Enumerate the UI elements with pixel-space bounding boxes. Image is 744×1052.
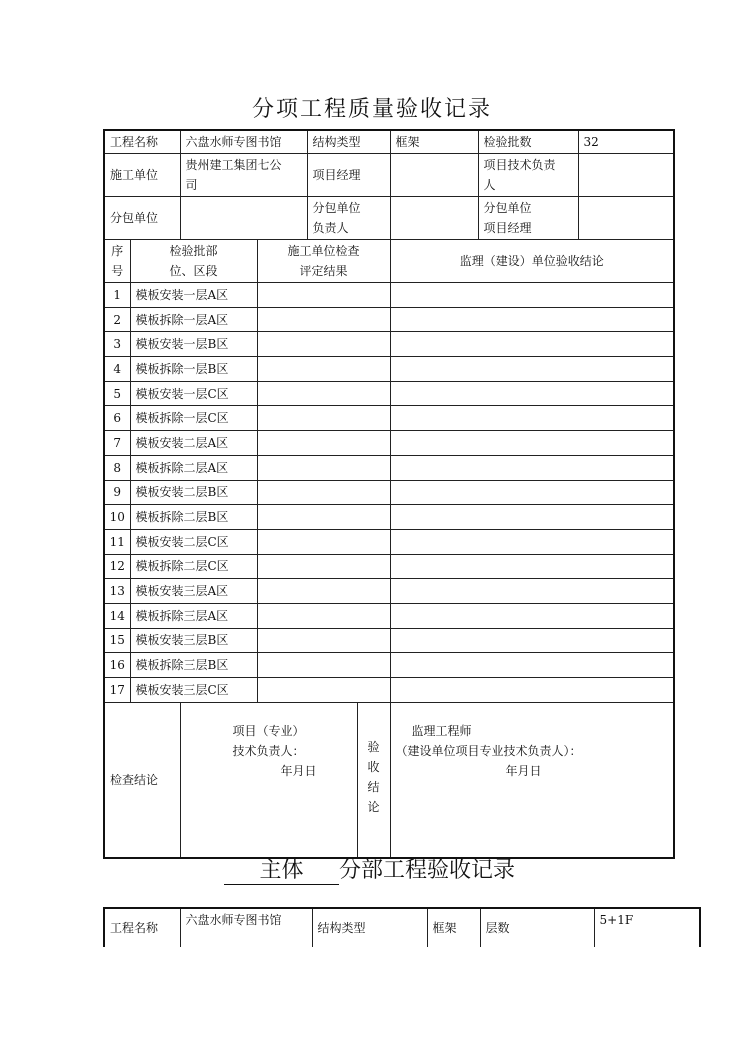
table-row (104, 529, 674, 554)
row-supervisor-conclusion (390, 603, 674, 628)
sub-project-name-value: 六盘水师专图书馆 (180, 908, 312, 947)
supervisor-sig-line1: 监理工程师 (411, 723, 472, 738)
sub-lead-label-line2: 负责人 (312, 221, 349, 235)
row-check-result (257, 678, 390, 703)
row-part: 模板安装二层A区 (130, 431, 257, 456)
check-conclusion-label: 检查结论 (104, 702, 180, 858)
row-supervisor-conclusion (390, 307, 674, 332)
table-row (104, 406, 674, 431)
col-part-line2: 位、区段 (169, 264, 218, 278)
row-part: 模板拆除二层B区 (130, 505, 257, 530)
row-supervisor-conclusion (390, 505, 674, 530)
contractor-signature-block (180, 702, 357, 858)
table-row (104, 455, 674, 480)
sub-lead-value (390, 197, 478, 240)
row-check-result (257, 431, 390, 456)
row-number: 12 (104, 554, 130, 579)
row-check-result (257, 480, 390, 505)
supervisor-date: 年月日 (505, 763, 542, 778)
row-number: 9 (104, 480, 130, 505)
table-row (104, 653, 674, 678)
row-check-result (257, 381, 390, 406)
row-number: 2 (104, 307, 130, 332)
project-name-value: 六盘水师专图书馆 (180, 130, 307, 154)
row-check-result (257, 283, 390, 308)
row-part: 模板安装二层C区 (130, 529, 257, 554)
table-row (104, 431, 674, 456)
inspection-rows (104, 283, 674, 703)
row-check-result (257, 529, 390, 554)
row-part: 模板安装三层A区 (130, 579, 257, 604)
sub-pm-label (478, 197, 578, 240)
row-number: 7 (104, 431, 130, 456)
acceptance-conclusion-label (357, 702, 390, 858)
row-check-result (257, 455, 390, 480)
row-number: 11 (104, 529, 130, 554)
sub-pm-label-line2: 项目经理 (483, 221, 532, 235)
row-part: 模板安装一层A区 (130, 283, 257, 308)
row-number: 5 (104, 381, 130, 406)
table-row (104, 505, 674, 530)
subcontractor-label: 分包单位 (104, 197, 180, 240)
sub-pm-value (578, 197, 674, 240)
row-supervisor-conclusion (390, 653, 674, 678)
row-supervisor-conclusion (390, 283, 674, 308)
accept-char-4: 论 (367, 799, 380, 814)
contractor-sig-line2: 技术负责人： (232, 743, 305, 758)
row-supervisor-conclusion (390, 455, 674, 480)
structure-type-label: 结构类型 (307, 130, 390, 154)
sub-structure-type-label: 结构类型 (312, 908, 427, 947)
row-part: 模板安装一层C区 (130, 381, 257, 406)
sub-pm-label-line1: 分包单位 (483, 201, 532, 215)
table-row (104, 480, 674, 505)
col-seq-line1: 序 (111, 244, 124, 258)
sub-floors-label: 层数 (480, 908, 594, 947)
table-row (104, 283, 674, 308)
row-check-result (257, 579, 390, 604)
tech-lead-label (478, 154, 578, 197)
contractor-date: 年月日 (280, 763, 317, 778)
row-part: 模板拆除二层A区 (130, 455, 257, 480)
row-number: 14 (104, 603, 130, 628)
table-row (104, 603, 674, 628)
contractor-value (180, 154, 307, 197)
row-check-result (257, 332, 390, 357)
page-title: 分项工程质量验收记录 (251, 97, 492, 122)
row-supervisor-conclusion (390, 554, 674, 579)
table-row (104, 357, 674, 382)
table-row (104, 381, 674, 406)
row-number: 8 (104, 455, 130, 480)
col-seq-line2: 号 (111, 264, 124, 278)
row-check-result (257, 357, 390, 382)
table-row (104, 678, 674, 703)
accept-char-1: 验 (367, 739, 380, 754)
row-supervisor-conclusion (390, 357, 674, 382)
row-part: 模板拆除一层A区 (130, 307, 257, 332)
structure-type-value: 框架 (390, 130, 478, 154)
col-part-header (130, 240, 257, 283)
row-supervisor-conclusion (390, 678, 674, 703)
row-check-result (257, 406, 390, 431)
sub-floors-value: 5+1F (594, 908, 700, 947)
row-check-result (257, 505, 390, 530)
row-supervisor-conclusion (390, 480, 674, 505)
supervisor-signature-block (390, 702, 674, 858)
project-manager-value (390, 154, 478, 197)
row-supervisor-conclusion (390, 529, 674, 554)
accept-char-2: 收 (367, 759, 380, 774)
col-check-header (257, 240, 390, 283)
row-number: 16 (104, 653, 130, 678)
project-name-label: 工程名称 (104, 130, 180, 154)
subdivision-record-table (103, 907, 701, 947)
row-part: 模板拆除一层B区 (130, 357, 257, 382)
section-title (224, 853, 515, 885)
row-check-result (257, 628, 390, 653)
row-number: 4 (104, 357, 130, 382)
col-supervisor-header: 监理（建设）单位验收结论 (390, 240, 674, 283)
row-part: 模板安装三层B区 (130, 628, 257, 653)
row-number: 3 (104, 332, 130, 357)
row-supervisor-conclusion (390, 431, 674, 456)
row-check-result (257, 603, 390, 628)
section-title-rest: 分部工程验收记录 (339, 858, 516, 883)
row-number: 10 (104, 505, 130, 530)
row-number: 13 (104, 579, 130, 604)
row-part: 模板拆除一层C区 (130, 406, 257, 431)
table-row (104, 307, 674, 332)
row-check-result (257, 307, 390, 332)
col-check-line1: 施工单位检查 (287, 244, 360, 258)
row-number: 17 (104, 678, 130, 703)
tech-lead-value (578, 154, 674, 197)
col-seq-header (104, 240, 130, 283)
row-check-result (257, 554, 390, 579)
row-supervisor-conclusion (390, 406, 674, 431)
row-check-result (257, 653, 390, 678)
table-row (104, 332, 674, 357)
row-supervisor-conclusion (390, 381, 674, 406)
sub-project-name-label: 工程名称 (104, 908, 180, 947)
table-row (104, 579, 674, 604)
row-part: 模板拆除三层B区 (130, 653, 257, 678)
section-title-underlined: 主体 (224, 853, 339, 885)
tech-lead-label-line2: 人 (483, 178, 496, 192)
row-part: 模板安装二层B区 (130, 480, 257, 505)
batch-count-label: 检验批数 (478, 130, 578, 154)
contractor-sig-line1: 项目（专业） (232, 723, 305, 738)
col-check-line2: 评定结果 (299, 264, 348, 278)
sub-lead-label (307, 197, 390, 240)
row-supervisor-conclusion (390, 628, 674, 653)
row-number: 6 (104, 406, 130, 431)
contractor-value-line2: 司 (185, 178, 198, 192)
row-supervisor-conclusion (390, 332, 674, 357)
row-part: 模板安装一层B区 (130, 332, 257, 357)
row-supervisor-conclusion (390, 579, 674, 604)
subcontractor-value (180, 197, 307, 240)
row-part: 模板安装三层C区 (130, 678, 257, 703)
sub-lead-label-line1: 分包单位 (312, 201, 361, 215)
project-manager-label: 项目经理 (307, 154, 390, 197)
supervisor-sig-line2: （建设单位项目专业技术负责人）： (395, 743, 582, 758)
table-row (104, 628, 674, 653)
sub-structure-type-value: 框架 (427, 908, 480, 947)
contractor-label: 施工单位 (104, 154, 180, 197)
row-number: 1 (104, 283, 130, 308)
accept-char-3: 结 (367, 779, 380, 794)
contractor-value-line1: 贵州建工集团七公 (185, 158, 282, 172)
batch-count-value: 32 (578, 130, 674, 154)
row-number: 15 (104, 628, 130, 653)
row-part: 模板拆除二层C区 (130, 554, 257, 579)
tech-lead-label-line1: 项目技术负责 (483, 158, 556, 172)
table-row (104, 554, 674, 579)
quality-record-table (103, 129, 675, 859)
col-part-line1: 检验批部 (169, 244, 218, 258)
row-part: 模板拆除三层A区 (130, 603, 257, 628)
